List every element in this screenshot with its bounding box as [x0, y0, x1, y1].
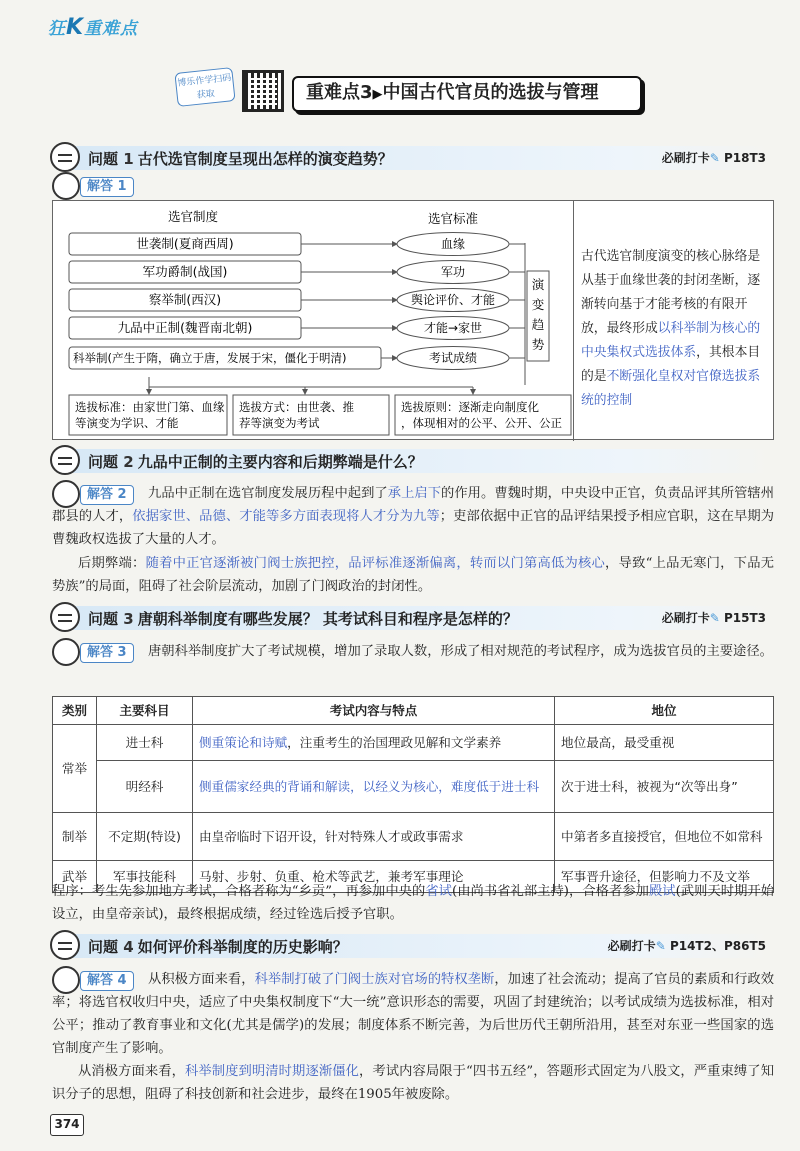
table-cell-status: 中第者多直接授官，但地位不如常科 [555, 813, 774, 861]
table-cell-subject: 明经科 [97, 761, 193, 813]
question-text: 唐朝科举制度有哪些发展？ 其考试科目和程序是怎样的？ [137, 610, 518, 628]
bottom-text-2a: 选拔方式：由世袭、推 [239, 400, 354, 414]
question-bar-1: 问题 1 古代选官制度呈现出怎样的演变趋势？ 必刷打卡✎ P18T3 [52, 146, 772, 170]
question-bar-3: 问题 3 唐朝科举制度有哪些发展？ 其考试科目和程序是怎样的？ 必刷打卡✎ P15T3 [52, 606, 772, 630]
pencil-icon: ✎ [709, 611, 720, 625]
table-cell-content: 侧重策论和诗赋，注重考生的治国理政见解和文学素养 [193, 725, 555, 761]
answer-2-paragraph-2: 后期弊端：随着中正官逐渐被门阀士族把控，品评标准逐渐偏离，转而以门第高低为核心，导致“上品无寒门，下品无势族”的局面，阻碍了社会阶层流动，加剧了门阀政治的封闭性。 [52, 556, 775, 594]
table-cell-category: 常举 [53, 725, 97, 813]
question-bar-4: 问题 4 如何评价科举制度的历史影响？ 必刷打卡✎ P14T2、P86T5 [52, 934, 772, 958]
table-cell-category: 制举 [53, 813, 97, 861]
trend-char-1: 变 [531, 297, 545, 312]
page-number: 374 [50, 1114, 84, 1136]
standard-label-1: 军功 [440, 265, 466, 279]
system-label-0: 世袭制(夏商西周) [136, 236, 234, 251]
answer-label-3: 解答 3 [52, 642, 148, 664]
table-cell-subject: 军事技能科 [97, 861, 193, 893]
diagram-col2-header: 选官标准 [427, 211, 479, 226]
selection-diagram [52, 200, 774, 440]
question-text: 九品中正制的主要内容和后期弊端是什么？ [137, 453, 423, 471]
section-banner [168, 66, 648, 118]
standard-label-0: 血缘 [440, 237, 466, 251]
question-mascot-icon [50, 142, 80, 172]
practice-ref[interactable]: 必刷打卡✎ P15T3 [661, 611, 766, 625]
table-row [53, 813, 774, 861]
table-cell-content: 由皇帝临时下诏开设，针对特殊人才或政事需求 [193, 813, 555, 861]
diagram-summary: 古代选官制度演变的核心脉络是从基于血缘世袭的封闭垄断，逐渐转向基于才能考核的有限开放，最终形成以科举制为核心的中央集权式选拔体系，其根本目的是不断强化皇权对官僚选拔系统的控制 [581, 249, 761, 408]
table-header: 考试内容与特点 [193, 697, 555, 725]
question-bar-2: 问题 2 九品中正制的主要内容和后期弊端是什么？ [52, 449, 772, 473]
section-title: 重难点3▶中国古代官员的选拔与管理 [292, 76, 642, 112]
question-mascot-icon [50, 602, 80, 632]
answer-2-paragraph-1: 九品中正制在选官制度发展历程中起到了承上启下的作用。曹魏时期，中央设中正官，负责品评其所管辖州郡县的人才，依据家世、品德、才能等多方面表现将人才分为九等；吏部依据中正官的品评结果授予相应官职，这在早期为曹魏政权选拔了大量的人才。 [52, 486, 775, 547]
scan-badge: 博乐作学扫码获取 [174, 67, 235, 107]
brand-logo: 狂K重难点 [48, 15, 139, 40]
diagram-svg [53, 201, 573, 441]
bottom-text-2b: 荐等演变为考试 [239, 416, 320, 430]
system-label-4: 科举制(产生于隋，确立于唐，发展于宋，僵化于明清) [73, 351, 347, 365]
bottom-text-1b: 等演变为学识、才能 [75, 416, 179, 430]
table-row [53, 725, 774, 761]
qr-code-icon[interactable] [242, 70, 284, 112]
question-mascot-icon [50, 930, 80, 960]
standard-label-4: 考试成绩 [428, 351, 478, 365]
question-text: 古代选官制度呈现出怎样的演变趋势？ [137, 150, 393, 168]
table-cell-status: 次于进士科，被视为“次等出身” [555, 761, 774, 813]
answer-3-paragraph-1: 唐朝科举制度扩大了考试规模，增加了录取人数，形成了相对规范的考试程序，成为选拔官员的主要途径。 [148, 644, 773, 659]
answer-label-1: 解答 1 [52, 176, 148, 198]
bottom-text-1a: 选拔标准：由家世门第、血缘 [75, 400, 225, 414]
system-label-3: 九品中正制(魏晋南北朝) [117, 320, 253, 335]
table-cell-content: 侧重儒家经典的背诵和解读，以经义为核心，难度低于进士科 [193, 761, 555, 813]
table-row [53, 761, 774, 813]
trend-char-2: 趋 [531, 317, 545, 332]
standard-label-3: 才能→家世 [423, 321, 483, 335]
answer-3-procedure: 程序：考生先参加地方考试，合格者称为“乡贡”，再参加中央的省试(由尚书省礼部主持)，合格者参加殿试(武则天时期开始设立，由皇帝亲试)，最终根据成绩，经过铨选后授予官职。 [52, 884, 775, 922]
practice-ref[interactable]: 必刷打卡✎ P18T3 [661, 151, 766, 165]
table-cell-status: 地位最高，最受重视 [555, 725, 774, 761]
table-cell-subject: 进士科 [97, 725, 193, 761]
answer-4-paragraph-2: 从消极方面来看，科举制度到明清时期逐渐僵化，考试内容局限于“四书五经”，答题形式固定为八股文，严重束缚了知识分子的思想，阻碍了科技创新和社会进步，最终在1905年被废除。 [52, 1064, 774, 1102]
table-header: 地位 [555, 697, 774, 725]
table-cell-status: 军事晋升途径，但影响力不及文举 [555, 861, 774, 893]
question-text: 如何评价科举制度的历史影响？ [137, 938, 348, 956]
system-label-2: 察举制(西汉) [148, 292, 222, 307]
question-label: 问题 [88, 150, 119, 168]
pencil-icon: ✎ [655, 939, 666, 953]
table-header: 主要科目 [97, 697, 193, 725]
bottom-text-3b: ，体现相对的公平、公开、公正 [401, 416, 562, 430]
exam-table [52, 696, 774, 893]
answer-mascot-icon [52, 172, 80, 200]
practice-ref[interactable]: 必刷打卡✎ P14T2、P86T5 [607, 939, 766, 953]
pencil-icon: ✎ [709, 151, 720, 165]
trend-char-3: 势 [531, 337, 545, 352]
trend-char-0: 演 [531, 277, 545, 292]
standard-label-2: 舆论评价、才能 [410, 293, 496, 307]
system-label-1: 军功爵制(战国) [142, 264, 228, 279]
answer-4-paragraph-1: 从积极方面来看，科举制打破了门阀士族对官场的特权垄断，加速了社会流动；提高了官员的素质和行政效率；将选官权收归中央，适应了中央集权制度下“大一统”意识形态的需要，巩固了封建统治；以考试成绩为选拔标准，相对公平；推动了教育事业和文化(尤其是儒学)的发展；制度体系不断完善，为后世历代王朝所沿用，甚至对东亚一些国家的选官制度产生了影响。 [52, 972, 775, 1056]
table-cell-subject: 不定期(特设) [97, 813, 193, 861]
table-cell-content: 马射、步射、负重、枪术等武艺，兼考军事理论 [193, 861, 555, 893]
bottom-text-3a: 选拔原则：逐渐走向制度化 [401, 400, 539, 414]
table-header: 类别 [53, 697, 97, 725]
answer-label-4: 解答 4 [52, 970, 148, 992]
question-mascot-icon [50, 445, 80, 475]
table-cell-category: 武举 [53, 861, 97, 893]
answer-label-2: 解答 2 [52, 484, 148, 506]
diagram-col1-header: 选官制度 [167, 209, 219, 224]
